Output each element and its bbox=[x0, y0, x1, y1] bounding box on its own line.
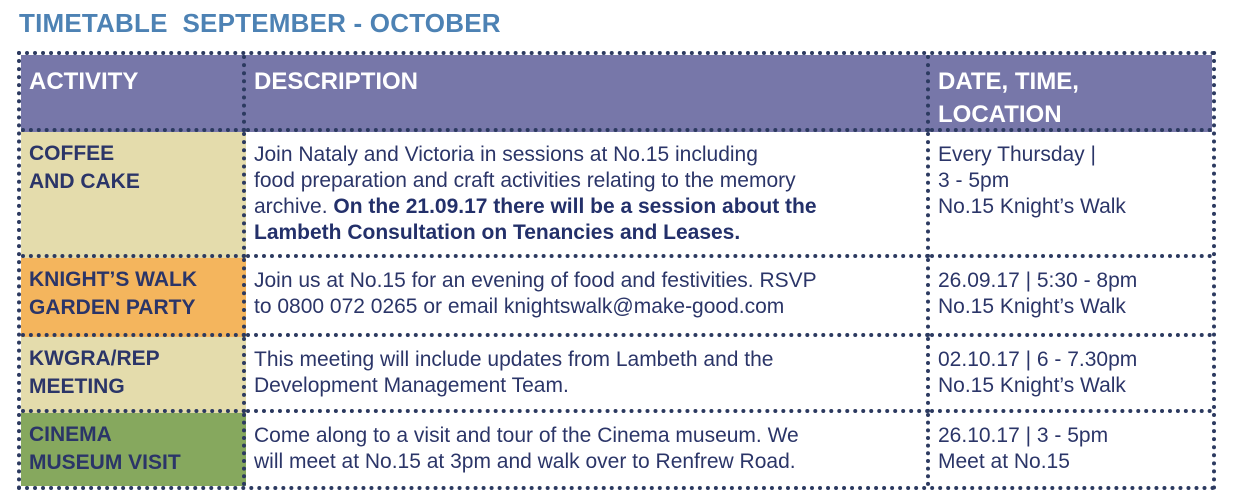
date-garden-party bbox=[930, 258, 1212, 337]
date-line: 26.09.17 | 5:30 - 8pm bbox=[938, 269, 1138, 292]
timetable-table bbox=[17, 51, 1216, 490]
description-cinema-museum-visit bbox=[246, 413, 930, 486]
activity-kwgra-rep-meeting bbox=[21, 337, 246, 413]
description-line: will meet at No.15 at 3pm and walk over to Renfrew Road. bbox=[254, 450, 796, 473]
activity-name-line: GARDEN PARTY bbox=[29, 296, 196, 319]
activity-cinema-museum-visit bbox=[21, 413, 246, 486]
date-line: No.15 Knight’s Walk bbox=[938, 195, 1126, 218]
activity-name-line: AND CAKE bbox=[29, 170, 140, 193]
activity-coffee-and-cake bbox=[21, 132, 246, 258]
activity-name-line: COFFEE bbox=[29, 142, 115, 165]
date-line: Meet at No.15 bbox=[938, 450, 1070, 473]
header-date-time-location bbox=[930, 55, 1212, 132]
page-title: TIMETABLE SEPTEMBER - OCTOBER bbox=[19, 8, 501, 38]
description-line: to 0800 072 0265 or email knightswalk@make-good.com bbox=[254, 295, 785, 318]
date-line: Every Thursday | bbox=[938, 143, 1096, 166]
activity-name-line: CINEMA bbox=[29, 423, 112, 446]
description-line bbox=[254, 220, 918, 246]
description-line: Join Nataly and Victoria in sessions at No.15 including bbox=[254, 143, 758, 166]
header-date-label-line2: LOCATION bbox=[938, 101, 1062, 128]
header-activity-label: ACTIVITY bbox=[29, 68, 139, 95]
description-line: Join us at No.15 for an evening of food and festivities. RSVP bbox=[254, 269, 817, 292]
header-date-label-line1: DATE, TIME, bbox=[938, 68, 1079, 95]
description-bold-text: Lambeth Consultation on Tenancies and Leases. bbox=[254, 221, 741, 244]
date-kwgra-rep-meeting bbox=[930, 337, 1212, 413]
description-bold-text: On the 21.09.17 there will be a session about the bbox=[333, 195, 817, 218]
header-activity bbox=[21, 55, 246, 132]
activity-name-line: MEETING bbox=[29, 375, 125, 398]
activity-name-line: KNIGHT’S WALK bbox=[29, 268, 197, 291]
timetable-grid bbox=[21, 55, 1212, 486]
header-description bbox=[246, 55, 930, 132]
activity-garden-party bbox=[21, 258, 246, 337]
date-line: 3 - 5pm bbox=[938, 169, 1010, 192]
description-garden-party bbox=[246, 258, 930, 337]
description-line bbox=[254, 194, 918, 220]
description-line: food preparation and craft activities relating to the memory bbox=[254, 169, 796, 192]
date-line: 26.10.17 | 3 - 5pm bbox=[938, 424, 1109, 447]
date-line: No.15 Knight’s Walk bbox=[938, 295, 1126, 318]
description-line: Development Management Team. bbox=[254, 374, 569, 397]
description-coffee-and-cake bbox=[246, 132, 930, 258]
description-line: This meeting will include updates from Lambeth and the bbox=[254, 348, 774, 371]
date-cinema-museum-visit bbox=[930, 413, 1212, 486]
date-line: 02.10.17 | 6 - 7.30pm bbox=[938, 348, 1138, 371]
date-line: No.15 Knight’s Walk bbox=[938, 374, 1126, 397]
date-coffee-and-cake bbox=[930, 132, 1212, 258]
description-kwgra-rep-meeting bbox=[246, 337, 930, 413]
description-text: archive. bbox=[254, 195, 334, 218]
description-line: Come along to a visit and tour of the Cinema museum. We bbox=[254, 424, 799, 447]
header-description-label: DESCRIPTION bbox=[254, 68, 419, 95]
activity-name-line: KWGRA/REP bbox=[29, 347, 160, 370]
activity-name-line: MUSEUM VISIT bbox=[29, 451, 181, 474]
